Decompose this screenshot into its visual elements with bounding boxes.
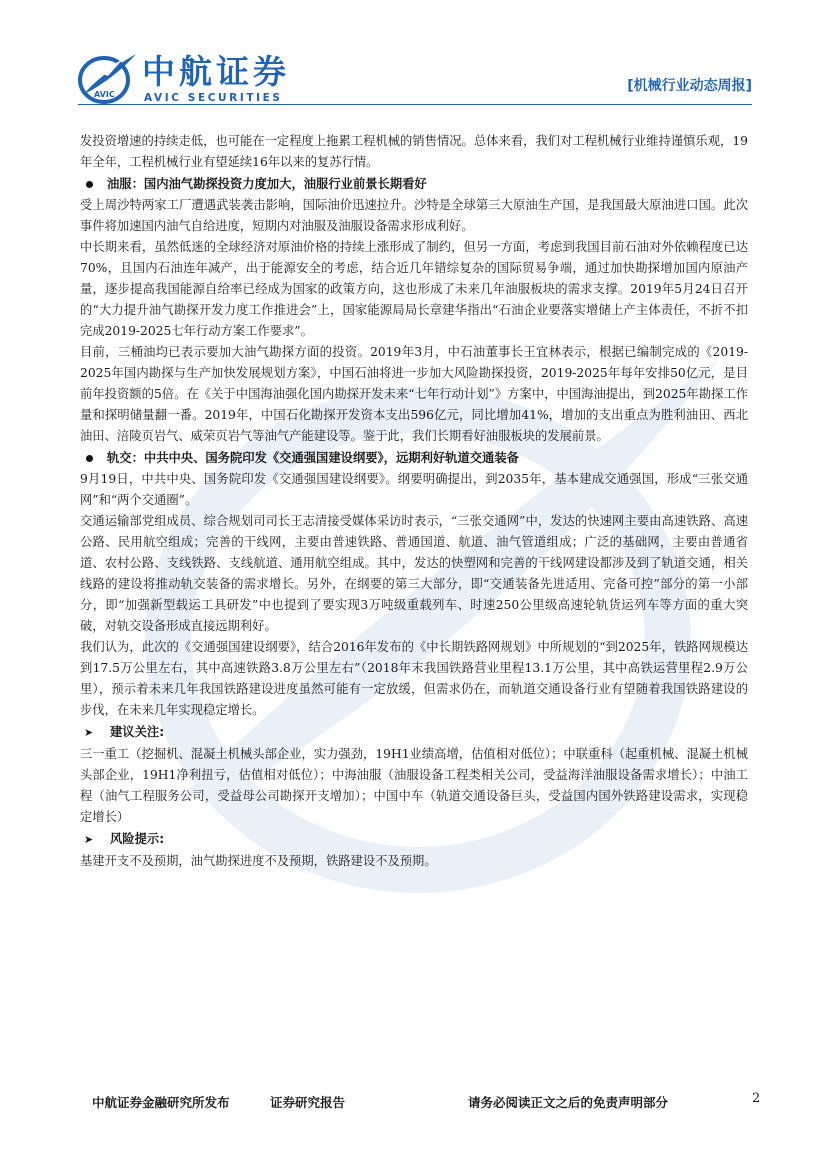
bullet-icon <box>86 181 93 188</box>
arrow-bullet-icon: ➤ <box>84 726 94 739</box>
logo-mark-text: AVIC <box>94 90 115 99</box>
page-header <box>78 48 752 108</box>
section-heading-rail-transit <box>80 447 748 469</box>
paragraph: 三一重工（挖掘机、混凝土机械头部企业，实力强劲，19H1业绩高增，估值相对低位）；中联重科（起重机械、混凝土机械头部企业，19H1净利扭亏，估值相对低位）；中海油服（油服设备工程类相关公司，受益海洋油服设备需求增长）；中油工程（油气工程服务公司，受益母公司勘探开支增加）；中国中车（轨道交通设备巨头，受益国内国外铁路建设需求，实现稳定增长） <box>80 747 748 824</box>
page-footer <box>92 1093 762 1113</box>
report-type: [机械行业动态周报] <box>627 78 752 94</box>
heading-text: 风险提示: <box>110 832 165 846</box>
paragraph: 我们认为，此次的《交通强国建设纲要》，结合2016年发布的《中长期铁路网规划》中所规划的“到2025年，铁路网规模达到17.5万公里左右，其中高速铁路3.8万公里左右”（2018年末我国铁路营业里程13.1万公里，其中高铁运营里程2.9万公里），预示着未来几年我国铁路建设进度虽然可能有一定放缓，但需求仍在，而轨道交通设备行业有望随着我国铁路建设的步伐，在未来几年实现稳定增长。 <box>80 640 748 717</box>
section-heading-oil-service <box>80 173 748 195</box>
brand-name: 中航证券 <box>142 52 290 91</box>
report-body <box>80 131 748 872</box>
heading-text: 油服：国内油气勘探投资力度加大，油服行业前景长期看好 <box>107 177 427 191</box>
header-divider <box>78 104 752 105</box>
footer-publisher: 中航证券金融研究所发布 <box>92 1095 230 1110</box>
arrow-bullet-icon: ➤ <box>84 833 94 846</box>
section-heading-recommendations <box>80 721 748 744</box>
footer-disclaimer: 请务必阅读正文之后的免责声明部分 <box>468 1095 669 1110</box>
heading-text: 轨交：中共中央、国务院印发《交通强国建设纲要》，远期利好轨道交通装备 <box>107 451 519 465</box>
paragraph: 交通运输部党组成员、综合规划司司长王志清接受媒体采访时表示，“三张交通网”中，发达的快速网主要由高速铁路、高速公路、民用航空组成；完善的干线网，主要由普速铁路、普通国道、航道、油气管道组成；广泛的基础网，主要由普通省道、农村公路、支线铁路、支线航道、通用航空组成。其中，发达的快塑网和完善的干线网建设都涉及到了轨道交通，相关线路的建设将推动轨交装备的需求增长。另外，在纲要的第三大部分，即“交通装备先进适用、完备可控”部分的第一小部分，即“加强新型载运工具研发”中也提到了要实现3万吨级重载列车、时速250公里级高速轮轨货运列车等方面的重大突破，对轨交设备形成直接远期利好。 <box>80 514 748 633</box>
paragraph: 基建开支不及预期，油气勘探进度不及预期，铁路建设不及预期。 <box>80 854 437 868</box>
heading-text: 建议关注: <box>110 725 165 739</box>
paragraph: 中长期来看，虽然低迷的全球经济对原油价格的持续上涨形成了制约，但另一方面，考虑到我国目前石油对外依赖程度已达70%，且国内石油连年减产，出于能源安全的考虑，结合近几年错综复杂的国际贸易争端，通过加快勘探增加国内原油产量，逐步提高我国能源自给率已经成为国家的政策方向，这也形成了未来几年油服板块的需求支撑。2019年5月24日召开的“大力提升油气勘探开发力度工作推进会”上，国家能源局局长章建华指出“石油企业要落实增储上产主体责任，不折不扣完成2019-2025七年行动方案工作要求”。 <box>80 240 748 338</box>
company-logo <box>78 50 318 106</box>
bullet-icon <box>86 455 93 462</box>
section-heading-risk <box>80 828 748 851</box>
page-number: 2 <box>752 1091 761 1106</box>
avic-logo-icon <box>78 50 138 106</box>
footer-report-label: 证券研究报告 <box>270 1095 346 1110</box>
paragraph: 目前，三桶油均已表示要加大油气勘探方面的投资。2019年3月，中石油董事长王宜林表示，根据已编制完成的《2019-2025年国内勘探与生产加快发展规划方案》，中国石油将进一步加大风险勘探投资，2019-2025年每年安排50亿元，是目前年投资额的5倍。在《关于中国海油强化国内勘探开发未来“七年行动计划”》方案中，中国海油提出，到2025年勘探工作量和探明储量翻一番。2019年，中国石化勘探开发资本支出596亿元，同比增加41%，增加的支出重点为胜利油田、西北油田、涪陵页岩气、威荣页岩气等油气产能建设等。鉴于此，我们长期看好油服板块的发展前景。 <box>80 345 748 443</box>
paragraph: 9月19日，中共中央、国务院印发《交通强国建设纲要》。纲要明确提出，到2035年，基本建成交通强国，形成“三张交通网”和“两个交通圈”。 <box>80 472 748 507</box>
paragraph: 发投资增速的持续走低，也可能在一定程度上拖累工程机械的销售情况。总体来看，我们对工程机械行业维持谨慎乐观，19年全年，工程机械行业有望延续16年以来的复苏行情。 <box>80 134 748 169</box>
brand-name-english: AVIC SECURITIES <box>144 92 283 104</box>
paragraph: 受上周沙特两家工厂遭遇武装袭击影响，国际油价迅速拉升。沙特是全球第三大原油生产国，是我国最大原油进口国。此次事件将加速国内油气自给进度，短期内对油服及油服设备需求形成利好。 <box>80 198 748 233</box>
